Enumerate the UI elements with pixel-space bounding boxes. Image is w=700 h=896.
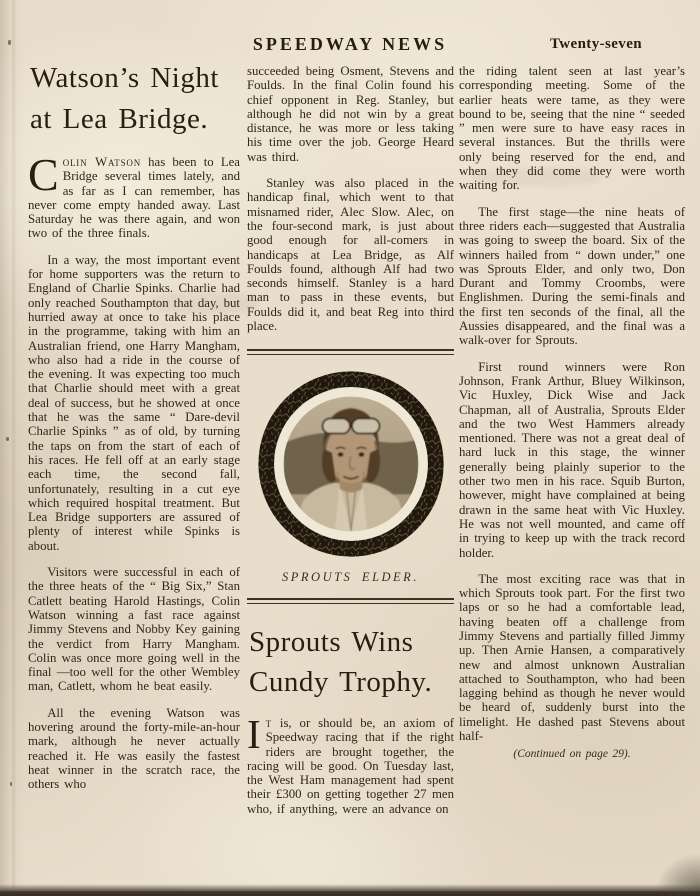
masthead-title: SPEEDWAY NEWS — [252, 34, 448, 54]
portrait-photo-illustration — [256, 369, 446, 559]
paragraph-text: has been to Lea Bridge several times lately, and as far as I can remember, has never come empty handed away. Last Saturday he was there again, and won two of the three finals. — [28, 155, 240, 241]
paragraph: The most exciting race was that in which Sprouts took part. For the first two laps or so he had a comfortable lead, having beaten off a challenge from Jimmy Stevens and partially filled Jimmy up. Then Arnie Hansen, a comparatively new and almost unknown Australian attached to Southampton, who had been lagging behind as though he never would be heard of, suddenly burst into the limelight. He dashed past Stevens about half- — [459, 571, 685, 744]
paper-speck — [6, 437, 9, 441]
paragraph: Stanley was also placed in the handicap final, which went to that misnamed rider, Alec Slow. Alec, on the four-second mark, is just about good enough for all-comers in handicaps at Lea Bridge, as Alf Foulds found, although Alf had two seconds himself. Stanley is a hard man to pass in these events, but Foulds did it, and beat Reg into third place. — [247, 176, 454, 334]
page-bottom-edge — [0, 884, 700, 896]
drop-cap: I — [247, 710, 261, 757]
headline-line: at Lea Bridge. — [30, 103, 209, 135]
drop-cap: C — [28, 149, 59, 200]
article-headline-watsons-night — [30, 58, 240, 140]
middle-column — [247, 64, 454, 816]
show-through-smudge — [470, 168, 600, 186]
lead-small-caps: olin Watson — [62, 155, 141, 169]
paragraph — [247, 710, 454, 816]
headline-line: Watson’s Night — [30, 62, 219, 94]
paragraph — [28, 149, 240, 241]
left-column — [28, 58, 240, 791]
continuation-note: (Continued on page 29). — [513, 748, 631, 761]
section-divider-rule — [247, 349, 454, 355]
paragraph: The first stage—the nine heats of three riders each—suggested that Australia was going to sweep the board. Six of the winners hailed from “ down under,” one was Sprouts Elder, and only two, Don Durant and Tommy Croombs, were Englishmen. During the semi-finals and the first ten seconds of the final, all the Aussies disappeared, and the final was a walk-over for Sprouts. — [459, 204, 686, 348]
show-through-smudge — [150, 292, 260, 314]
paragraph: All the evening Watson was hovering around the forty-mile-an-hour mark, although he never actually reached it. He was easily the fastest heat winner in the scratch race, the others who — [28, 705, 240, 792]
lead-small-caps: t — [265, 715, 272, 730]
paragraph: Visitors were successful in each of the three heats of the “ Big Six,” Stan Catlett beating Harold Hastings, Colin Watson winning a fast race against Jimmy Stevens and Nobby Key gaining the verdict from Harry Mangham. Colin was once more going well in the final —too well for the other Wembley man, Catlett, whom he beat easily. — [28, 565, 240, 694]
paragraph: succeeded being Osment, Stevens and Foulds. In the final Colin found his chief opponent in Reg. Stanley, but although he did not win by a great distance, he was more or less taking his time over the job. George Heard was third. — [247, 64, 454, 164]
paragraph: the riding talent seen at last year’s corresponding meeting. Some of the earlier heats were tame, as they were bound to be, seeing that the nine “ seeded ” men were sure to have easy races in several instances. But the thrills were only being reserved for the end, and when they did come they were worth waiting for. — [459, 64, 685, 193]
paragraph: In a way, the most important event for home supporters was the return to England of Charlie Spinks. Charlie had only reached Southampton that day, but hurried away at once to take his place in the programme, taking with him an Australian friend, one Harry Mangham, who also had a ride in the course of the evening. It was expecting too much that Charlie should meet with a great deal of success, but he showed at once that he was the same “ Dare-devil Charlie Spinks ” as of old, by turning the taps on from the start of each of his races. He fell off at an early stage each time, the second fall, unfortunately, resulting in a cut eye which required hospital treatment. But Lea Bridge supporters are assured of plenty of interest while Spinks is about. — [28, 252, 240, 553]
paper-speck — [10, 782, 12, 786]
headline-line: Sprouts Wins — [249, 625, 414, 658]
photo-sprouts-elder — [247, 369, 454, 584]
page-number: Twenty-seven — [549, 36, 642, 52]
photo-caption: SPROUTS ELDER. — [282, 569, 419, 584]
paragraph-text: is, or should be, an axiom of Speedway racing that if the right riders are brought together, the racing will be good. On Tuesday last, the West Ham management had spent their £300 on getting together 27 men who, if anything, were an advance on — [247, 715, 454, 816]
paper-speck — [8, 40, 11, 45]
section-divider-rule — [247, 598, 454, 604]
article-headline-sprouts-wins — [249, 622, 454, 702]
paragraph: First round winners were Ron Johnson, Frank Arthur, Bluey Wilkinson, Vic Huxley, Dick Wise and Jack Chapman, all of Australia, Sprouts Elder and the two West Hammers already mentioned. There was not a great deal of hard luck in this stage, the winner generally being plainly superior to the other two men in his race. Squib Burton, however, might have complained at being drawn in the same heat with Vic Huxley. He was not well mounted, and came off in trying to keep up with the track record holder. — [459, 359, 685, 560]
headline-line: Cundy Trophy. — [249, 665, 433, 698]
